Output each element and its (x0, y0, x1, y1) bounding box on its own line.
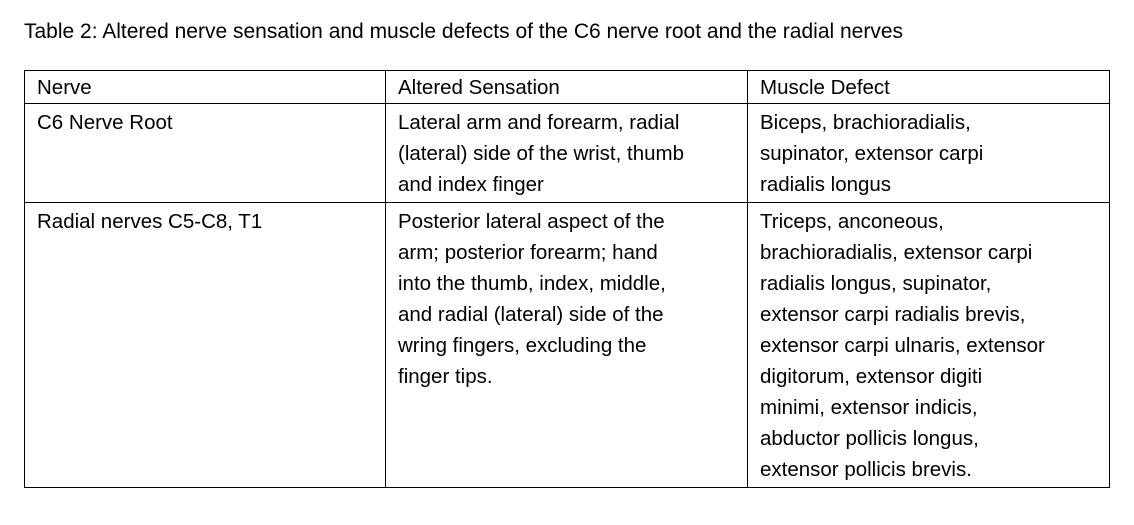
cell-line: radialis longus (760, 173, 892, 196)
header-muscle-defect: Muscle Defect (748, 71, 1110, 104)
cell-line: into the thumb, index, middle, (398, 272, 666, 295)
cell-line: and index finger (398, 173, 544, 196)
cell-line: Posterior lateral aspect of the (398, 210, 665, 233)
cell-line: (lateral) side of the wrist, thumb (398, 142, 684, 165)
cell-line: abductor pollicis longus, (760, 427, 979, 450)
cell-sensation (386, 203, 748, 488)
table-header-row (25, 71, 1110, 104)
table-row (25, 104, 1110, 203)
cell-line: Lateral arm and forearm, radial (398, 111, 680, 134)
cell-line: finger tips. (398, 365, 493, 388)
cell-line: minimi, extensor indicis, (760, 396, 978, 419)
cell-muscle (748, 203, 1110, 488)
cell-nerve (25, 203, 386, 488)
cell-line: supinator, extensor carpi (760, 142, 984, 165)
cell-line: wring fingers, excluding the (398, 334, 647, 357)
cell-line: radialis longus, supinator, (760, 272, 992, 295)
cell-line: C6 Nerve Root (37, 111, 173, 134)
cell-line: extensor carpi ulnaris, extensor (760, 334, 1045, 357)
cell-line: Triceps, anconeous, (760, 210, 944, 233)
cell-line: Radial nerves C5-C8, T1 (37, 210, 263, 233)
nerve-table (24, 70, 1110, 488)
cell-line: arm; posterior forearm; hand (398, 241, 658, 264)
cell-sensation (386, 104, 748, 203)
cell-line: extensor carpi radialis brevis, (760, 303, 1026, 326)
cell-line: extensor pollicis brevis. (760, 458, 972, 481)
header-nerve: Nerve (25, 71, 386, 104)
cell-line: and radial (lateral) side of the (398, 303, 664, 326)
header-altered-sensation: Altered Sensation (386, 71, 748, 104)
cell-line: Biceps, brachioradialis, (760, 111, 971, 134)
cell-muscle (748, 104, 1110, 203)
cell-nerve (25, 104, 386, 203)
cell-line: brachioradialis, extensor carpi (760, 241, 1033, 264)
table-row (25, 203, 1110, 488)
table-caption: Table 2: Altered nerve sensation and muscle defects of the C6 nerve root and the radial nerves (24, 20, 904, 43)
cell-line: digitorum, extensor digiti (760, 365, 983, 388)
